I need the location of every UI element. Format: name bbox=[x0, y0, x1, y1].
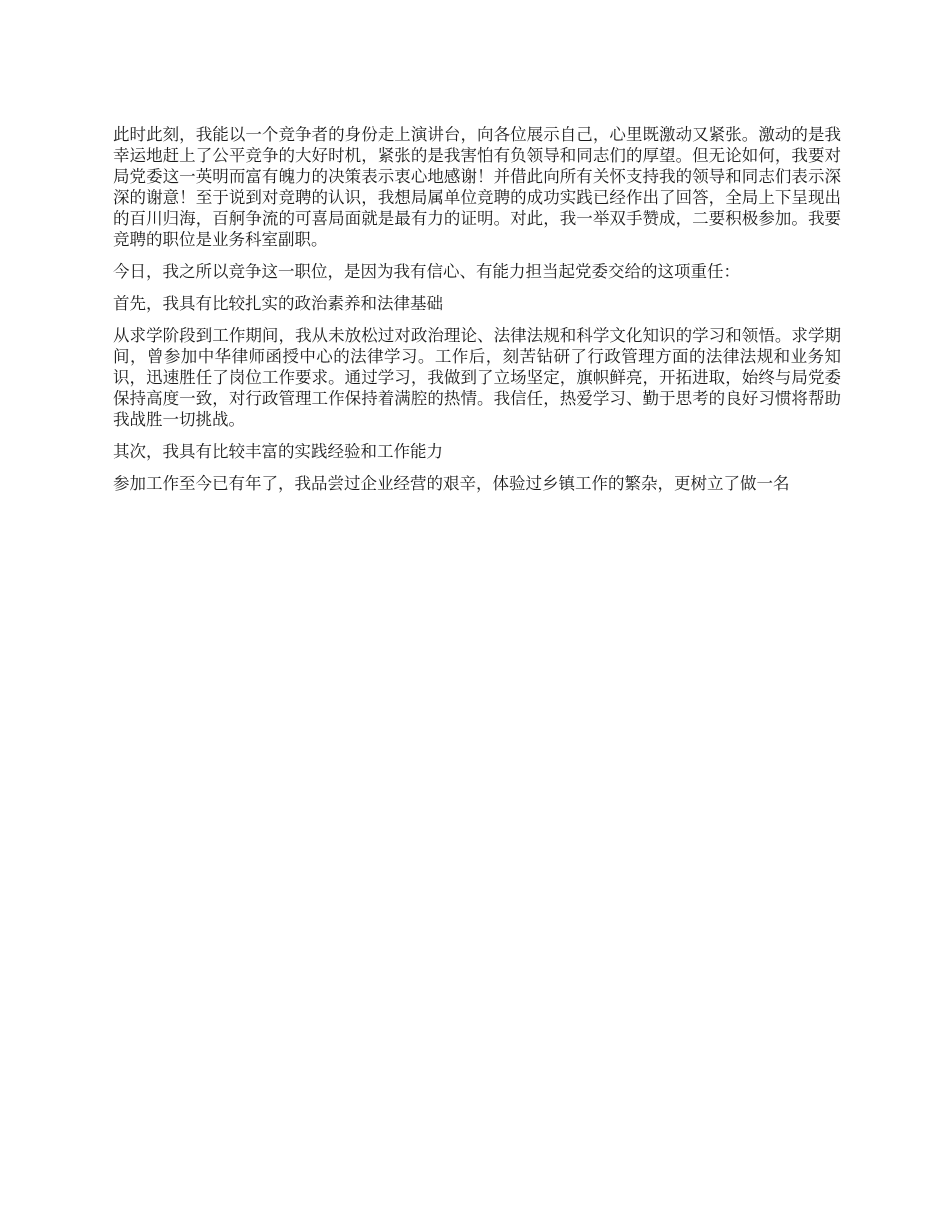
heading-first-point: 首先，我具有比较扎实的政治素养和法律基础 bbox=[113, 294, 443, 313]
heading-second-point: 其次，我具有比较丰富的实践经验和工作能力 bbox=[113, 442, 443, 461]
paragraph-opening: 此时此刻，我能以一个竞争者的身份走上演讲台，向各位展示自己，心里既激动又紧张。激动的是我幸运地赶上了公平竞争的大好时机，紧张的是我害怕有负领导和同志们的厚望。但无论如何，我要对局党委这一英明而富有魄力的决策表示衷心地感谢！并借此向所有关怀支持我的领导和同志们表示深深的谢意！至于说到对竞聘的认识，我想局属单位竞聘的成功实践已经作出了回答，全局上下呈现出的百川归海，百舸争流的可喜局面就是最有力的证明。对此，我一举双手赞成，二要积极参加。我要竞聘的职位是业务科室副职。 bbox=[113, 125, 841, 249]
paragraph-reason: 今日，我之所以竞争这一职位，是因为我有信心、有能力担当起党委交给的这项重任： bbox=[113, 262, 740, 281]
paragraph-experience: 参加工作至今已有年了，我品尝过企业经营的艰辛，体验过乡镇工作的繁杂，更树立了做一名 bbox=[113, 474, 790, 493]
paragraph-study: 从求学阶段到工作期间，我从未放松过对政治理论、法律法规和科学文化知识的学习和领悟。求学期间，曾参加中华律师函授中心的法律学习。工作后，刻苦钻研了行政管理方面的法律法规和业务知识，迅速胜任了岗位工作要求。通过学习，我做到了立场坚定，旗帜鲜亮，开拓进取，始终与局党委保持高度一致，对行政管理工作保持着满腔的热情。我信任，热爱学习、勤于思考的良好习惯将帮助我战胜一切挑战。 bbox=[113, 326, 841, 429]
document-body bbox=[113, 124, 841, 505]
